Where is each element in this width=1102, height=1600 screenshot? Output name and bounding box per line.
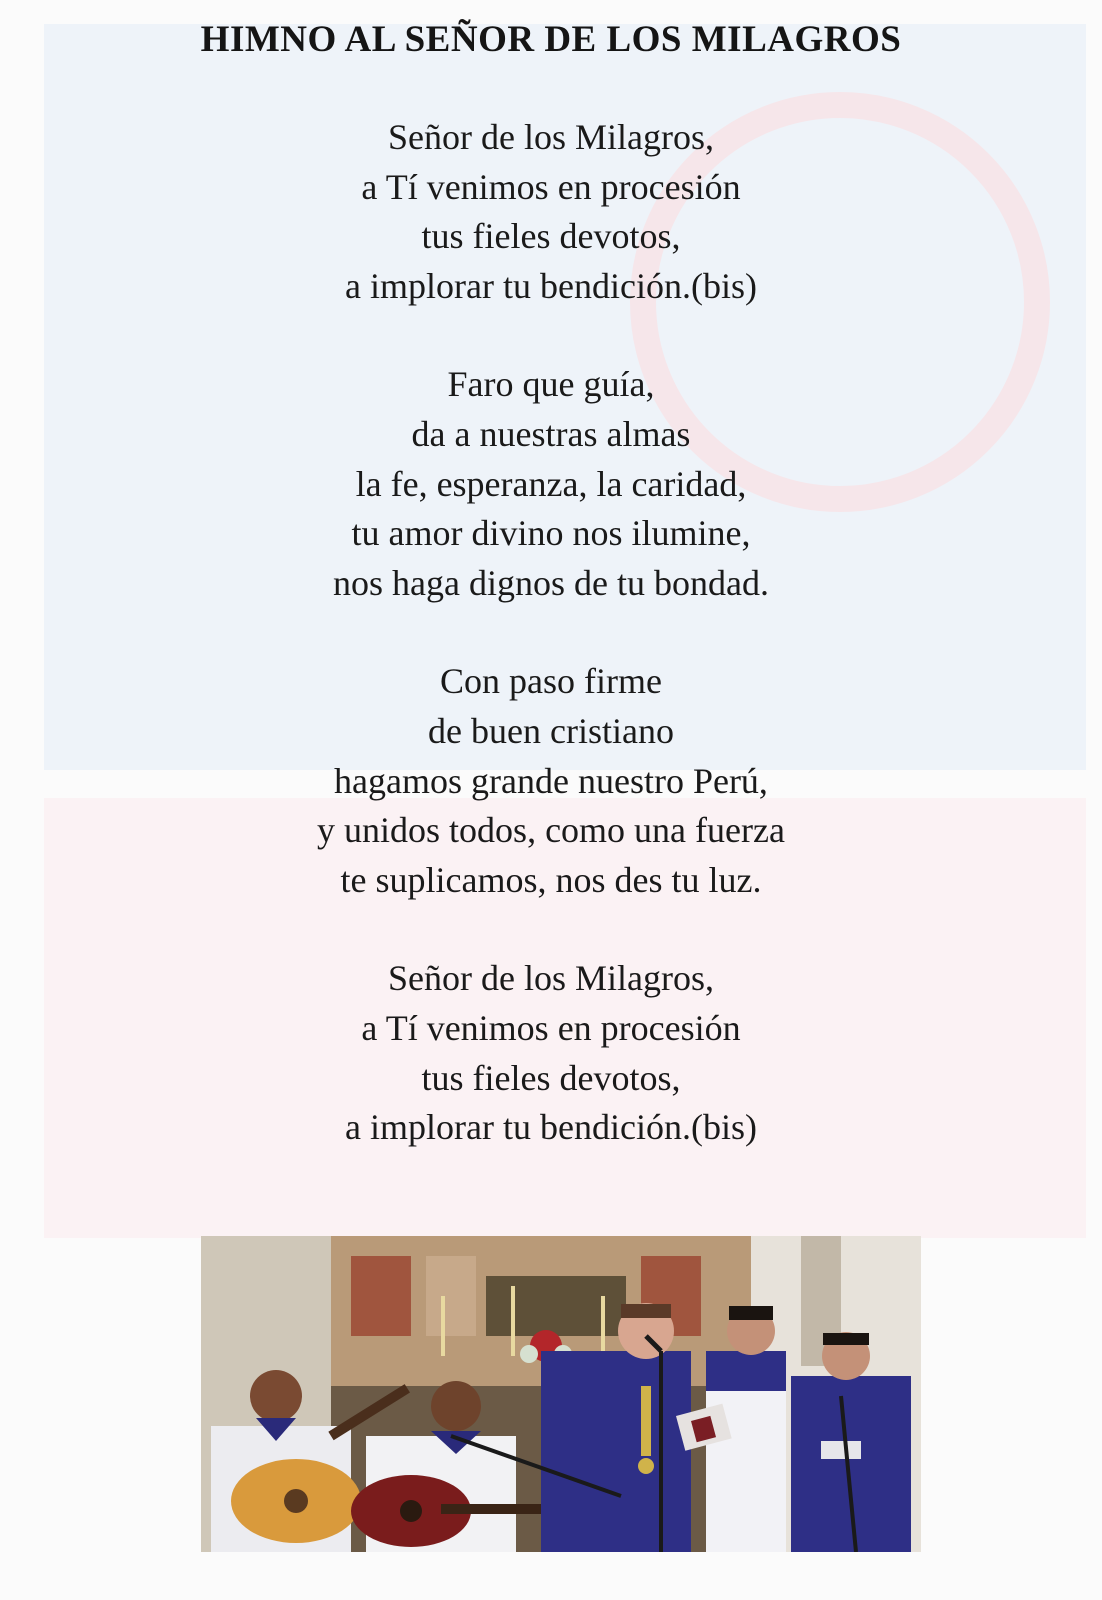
stanza-3 <box>0 657 1102 905</box>
stanza-2 <box>0 360 1102 608</box>
lyric-line: y unidos todos, como una fuerza <box>317 810 785 851</box>
lyric-line: te suplicamos, nos des tu luz. <box>340 859 762 900</box>
lyric-line: tu amor divino nos ilumine, <box>351 513 751 554</box>
lyric-line: da a nuestras almas <box>411 413 691 454</box>
lyric-line: Señor de los Milagros, <box>388 958 714 999</box>
stanza-1 <box>0 113 1102 311</box>
lyric-line: tus fieles devotos, <box>421 1057 681 1098</box>
lyric-line: la fe, esperanza, la caridad, <box>355 463 747 504</box>
lyric-line: de buen cristiano <box>428 710 674 751</box>
lyric-line: hagamos grande nuestro Perú, <box>334 760 768 801</box>
lyric-line: Señor de los Milagros, <box>388 117 714 157</box>
lyrics <box>0 113 1102 1202</box>
choir-photo <box>201 1236 921 1552</box>
lyric-line: Faro que guía, <box>447 364 655 405</box>
lyric-line: a implorar tu bendición.(bis) <box>345 1107 757 1148</box>
lyric-line: tus fieles devotos, <box>421 216 681 257</box>
lyric-line: nos haga dignos de tu bondad. <box>333 562 769 603</box>
lyric-line: a implorar tu bendición.(bis) <box>345 265 757 306</box>
hymn-title: HIMNO AL SEÑOR DE LOS MILAGROS <box>200 19 902 60</box>
lyric-line: a Tí venimos en procesión <box>361 1007 741 1048</box>
lyric-line: a Tí venimos en procesión <box>361 166 741 207</box>
lyric-line: Con paso firme <box>440 661 662 702</box>
stanza-4 <box>0 954 1102 1152</box>
